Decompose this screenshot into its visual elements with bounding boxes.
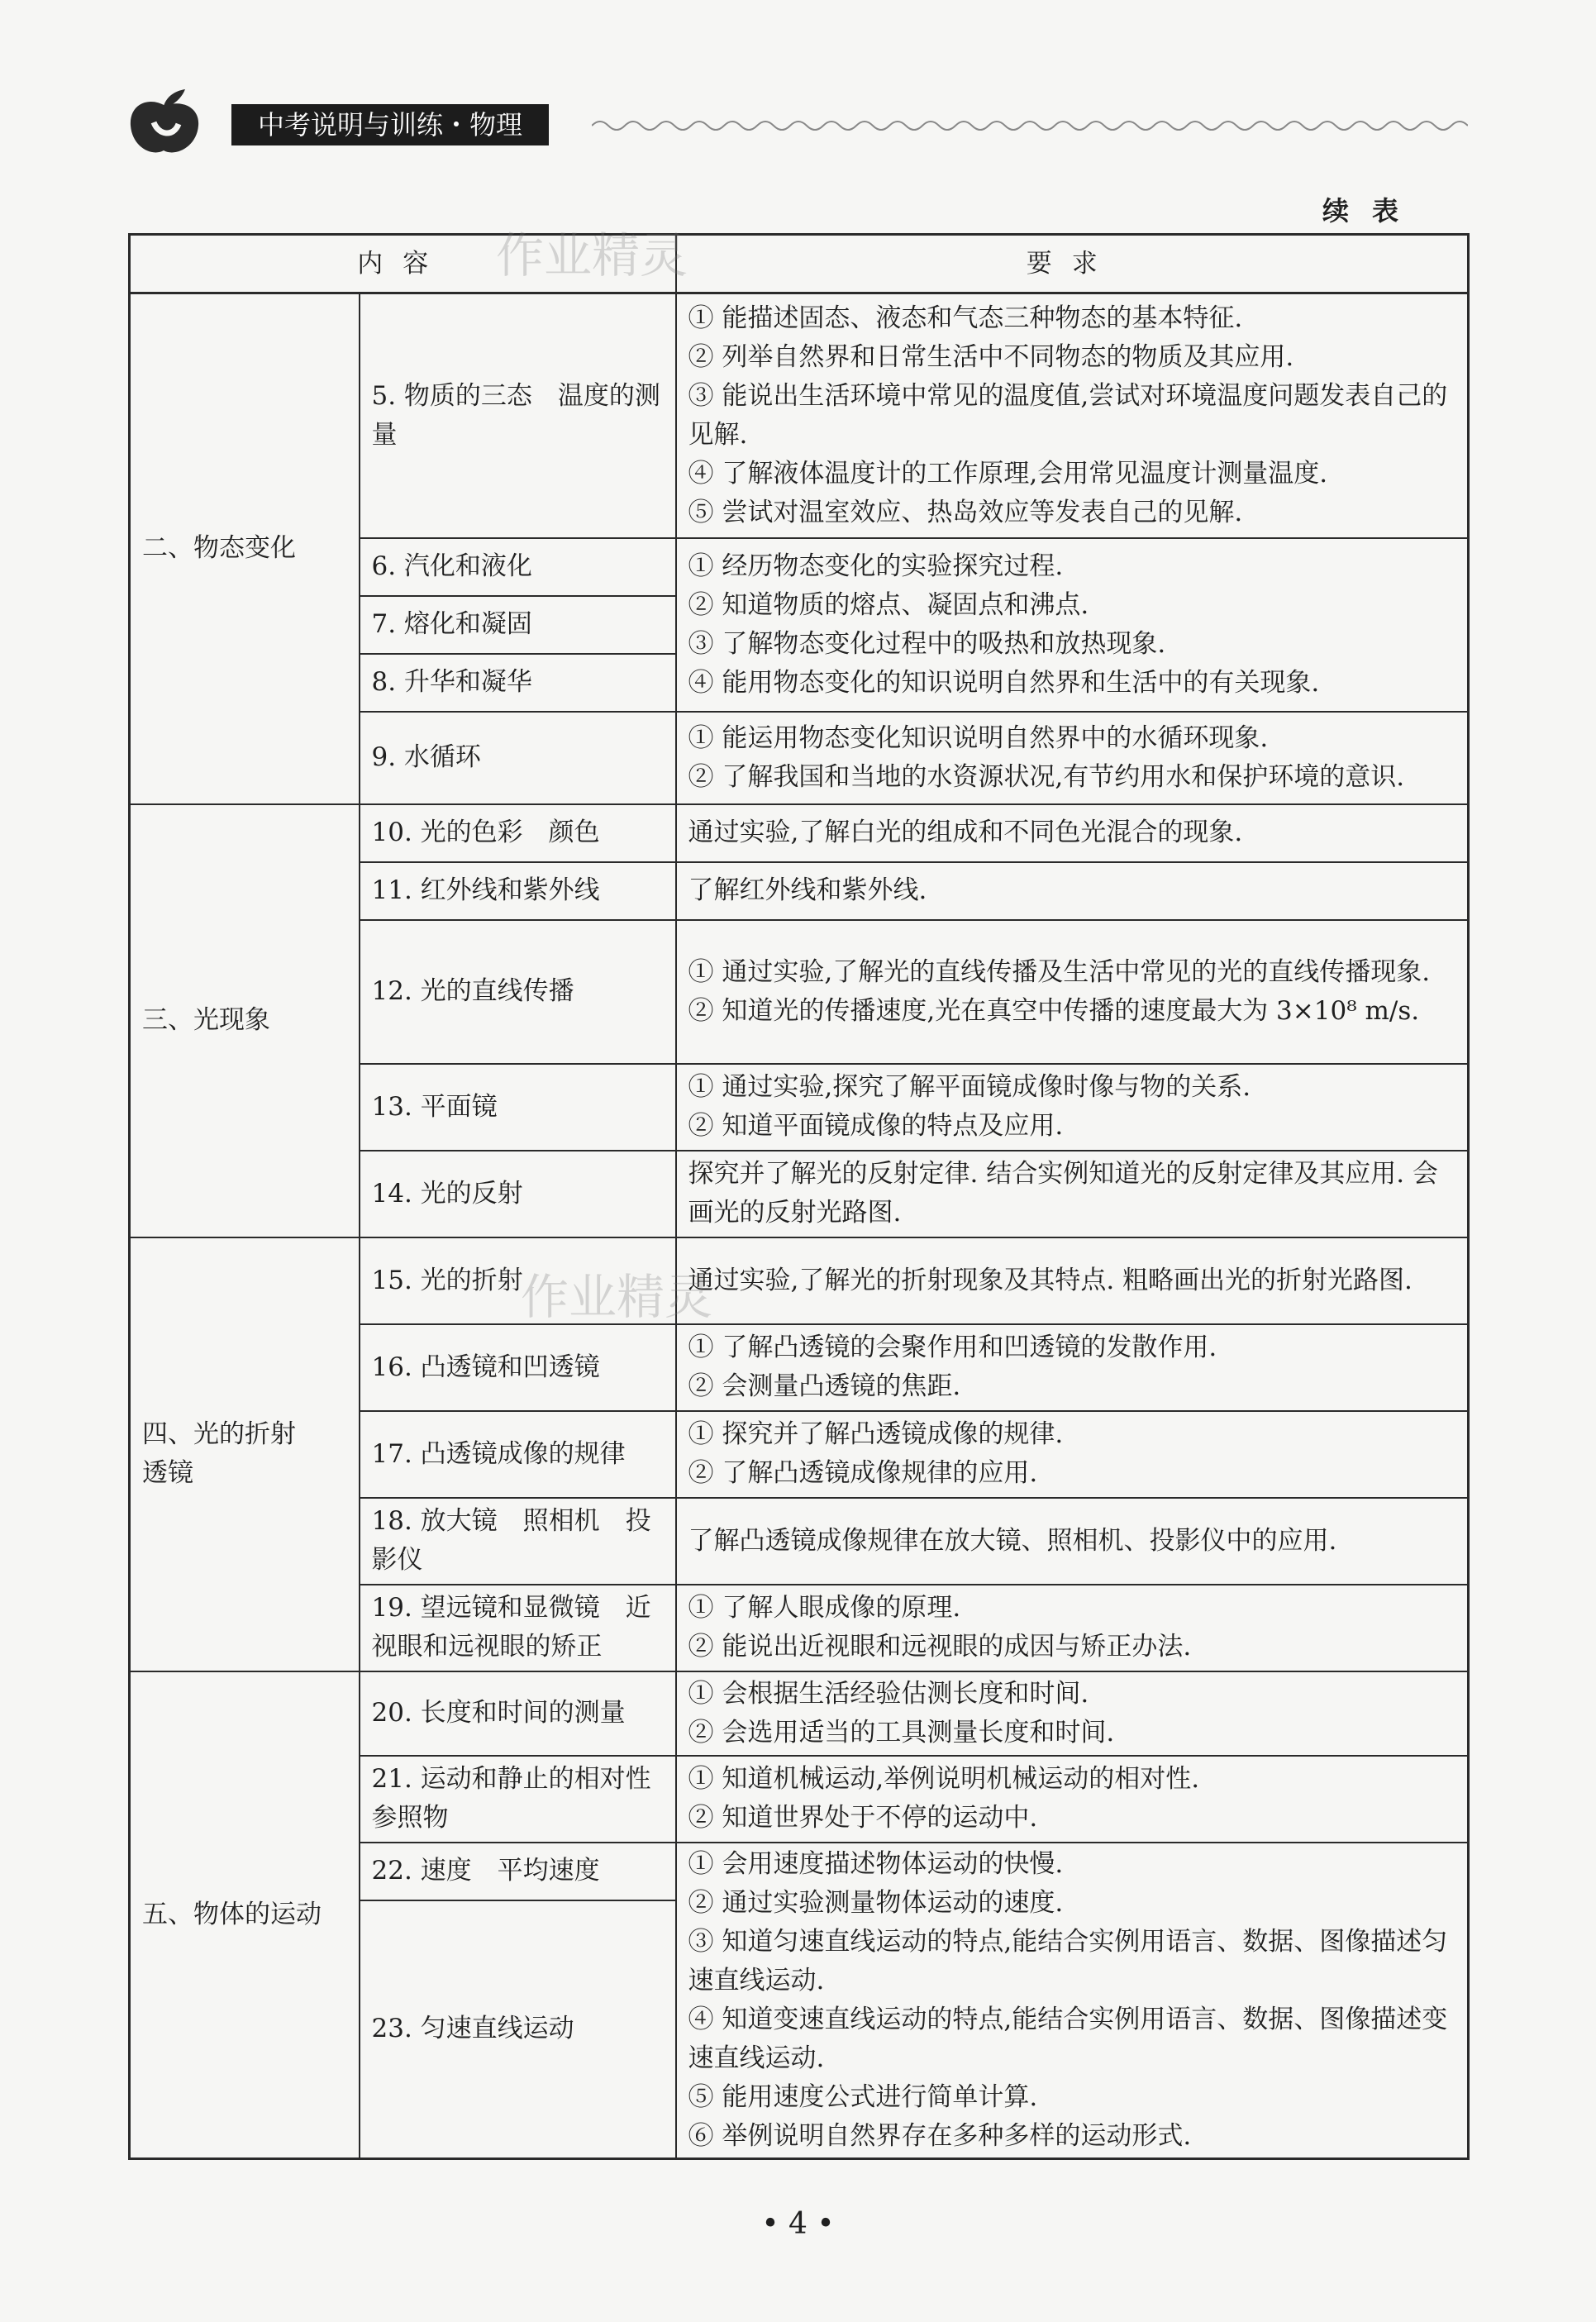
watermark: 作业精灵 [496,227,688,284]
requirement-line: ③ 知道匀速直线运动的特点,能结合实例用语言、数据、图像描述匀速直线运动. [688,1926,1448,1995]
requirement-cell [676,1324,1469,1411]
topic-cell: 23. 匀速直线运动 [360,1900,676,2158]
requirement-line: ① 探究并了解凸透镜成像的规律. [688,1419,1064,1449]
requirement-cell [676,1498,1469,1585]
header-content: 内容 [130,235,676,293]
requirement-line: ③ 能说出生活环境中常见的温度值,尝试对环境温度问题发表自己的见解. [688,380,1448,450]
requirement-line: ② 知道物质的熔点、凝固点和沸点. [688,589,1089,620]
requirement-line: ⑤ 尝试对温室效应、热岛效应等发表自己的见解. [688,497,1243,527]
table-row [130,804,1469,862]
requirement-line: 了解凸透镜成像规律在放大镜、照相机、投影仪中的应用. [688,1525,1337,1556]
topic-cell: 18. 放大镜 照相机 投影仪 [360,1498,676,1585]
topic-cell: 9. 水循环 [360,712,676,804]
requirement-line: ① 通过实验,了解光的直线传播及生活中常见的光的直线传播现象. [688,956,1431,987]
requirement-cell [676,804,1469,862]
requirement-line: 通过实验,了解光的折射现象及其特点. 粗略画出光的折射光路图. [688,1265,1413,1295]
topic-cell: 11. 红外线和紫外线 [360,862,676,920]
requirement-line: ① 通过实验,探究了解平面镜成像时像与物的关系. [688,1072,1251,1102]
requirement-cell [676,1411,1469,1498]
category-cell: 五、物体的运动 [130,1671,360,2159]
requirement-cell [676,1671,1469,1756]
requirement-cell [676,1585,1469,1671]
requirement-cell [676,293,1469,538]
requirement-line: ② 能说出近视眼和远视眼的成因与矫正办法. [688,1632,1192,1662]
requirement-line: ① 会根据生活经验估测长度和时间. [688,1678,1089,1709]
page-number: • 4 • [761,2207,835,2241]
requirement-line: ① 了解凸透镜的会聚作用和凹透镜的发散作用. [688,1333,1217,1362]
requirement-cell [676,920,1469,1064]
table-header-row [130,235,1469,293]
requirement-line: ④ 知道变速直线运动的特点,能结合实例用语言、数据、图像描述变速直线运动. [688,2004,1448,2073]
topic-cell: 5. 物质的三态 温度的测量 [360,293,676,538]
topic-cell: 17. 凸透镜成像的规律 [360,1411,676,1498]
requirement-cell [676,712,1469,804]
topic-cell: 16. 凸透镜和凹透镜 [360,1324,676,1411]
requirement-line: ② 通过实验测量物体运动的速度. [688,1887,1064,1918]
topic-cell: 14. 光的反射 [360,1151,676,1237]
requirement-line: 通过实验,了解白光的组成和不同色光混合的现象. [688,818,1243,847]
requirement-cell [676,1756,1469,1843]
requirement-line: ② 列举自然界和日常生活中不同物态的物质及其应用. [688,341,1294,372]
watermark: 作业精灵 [521,1269,713,1325]
curriculum-table [128,233,1470,2160]
requirement-line: ② 了解我国和当地的水资源状况,有节约用水和保护环境的意识. [688,761,1405,792]
category-cell: 二、物态变化 [130,293,360,804]
continued-label: 续表 [1322,195,1422,226]
book-title: 中考说明与训练・物理 [231,104,549,145]
topic-cell: 8. 升华和凝华 [360,654,676,712]
topic-cell: 19. 望远镜和显微镜 近视眼和远视眼的矫正 [360,1585,676,1671]
requirement-line: ① 能描述固态、液态和气态三种物态的基本特征. [688,303,1243,333]
header-requirement: 要求 [676,235,1469,293]
requirement-line: ④ 能用物态变化的知识说明自然界和生活中的有关现象. [688,667,1320,698]
topic-cell: 15. 光的折射 [360,1237,676,1324]
topic-cell: 13. 平面镜 [360,1064,676,1151]
requirement-line: 了解红外线和紫外线. [688,875,927,905]
requirement-line: ③ 了解物态变化过程中的吸热和放热现象. [688,628,1166,659]
requirement-line: ② 知道光的传播速度,光在真空中传播的速度最大为 3×10⁸ m/s. [688,995,1420,1026]
requirement-cell [676,1237,1469,1324]
requirement-cell [676,862,1469,920]
table-row [130,1237,1469,1324]
requirement-line: ② 知道世界处于不停的运动中. [688,1803,1038,1833]
requirement-line: ⑤ 能用速度公式进行简单计算. [688,2081,1038,2112]
requirement-line: ② 了解凸透镜成像规律的应用. [688,1458,1038,1488]
requirement-line: ④ 了解液体温度计的工作原理,会用常见温度计测量温度. [688,458,1328,489]
topic-cell: 22. 速度 平均速度 [360,1843,676,1900]
topic-cell: 21. 运动和静止的相对性 参照物 [360,1756,676,1843]
requirement-line: ① 会用速度描述物体运动的快慢. [688,1848,1064,1879]
requirement-line: 探究并了解光的反射定律. 结合实例知道光的反射定律及其应用. 会画光的反射光路图. [688,1159,1438,1228]
requirement-line: ① 能运用物态变化知识说明自然界中的水循环现象. [688,722,1269,753]
requirement-line: ① 知道机械运动,举例说明机械运动的相对性. [688,1764,1200,1794]
requirement-line: ① 了解人眼成像的原理. [688,1593,961,1623]
requirement-line: ② 会测量凸透镜的焦距. [688,1371,961,1401]
table-row [130,293,1469,538]
category-cell: 三、光现象 [130,804,360,1237]
apple-logo-icon [124,89,207,157]
requirement-line: ① 经历物态变化的实验探究过程. [688,551,1064,581]
requirement-cell [676,1843,1469,2159]
topic-cell: 6. 汽化和液化 [360,538,676,596]
requirement-cell [676,1151,1469,1237]
topic-cell: 7. 熔化和凝固 [360,596,676,654]
topic-cell: 12. 光的直线传播 [360,920,676,1064]
requirement-line: ② 知道平面镜成像的特点及应用. [688,1111,1064,1141]
requirement-cell [676,1064,1469,1151]
topic-cell: 10. 光的色彩 颜色 [360,804,676,862]
requirement-cell [676,538,1469,712]
category-cell: 四、光的折射 透镜 [130,1237,360,1671]
requirement-line: ⑥ 举例说明自然界存在多种多样的运动形式. [688,2120,1192,2151]
topic-cell: 20. 长度和时间的测量 [360,1671,676,1756]
requirement-line: ② 会选用适当的工具测量长度和时间. [688,1717,1115,1747]
header-wave-divider [592,112,1468,139]
table-row [130,1671,1469,1756]
